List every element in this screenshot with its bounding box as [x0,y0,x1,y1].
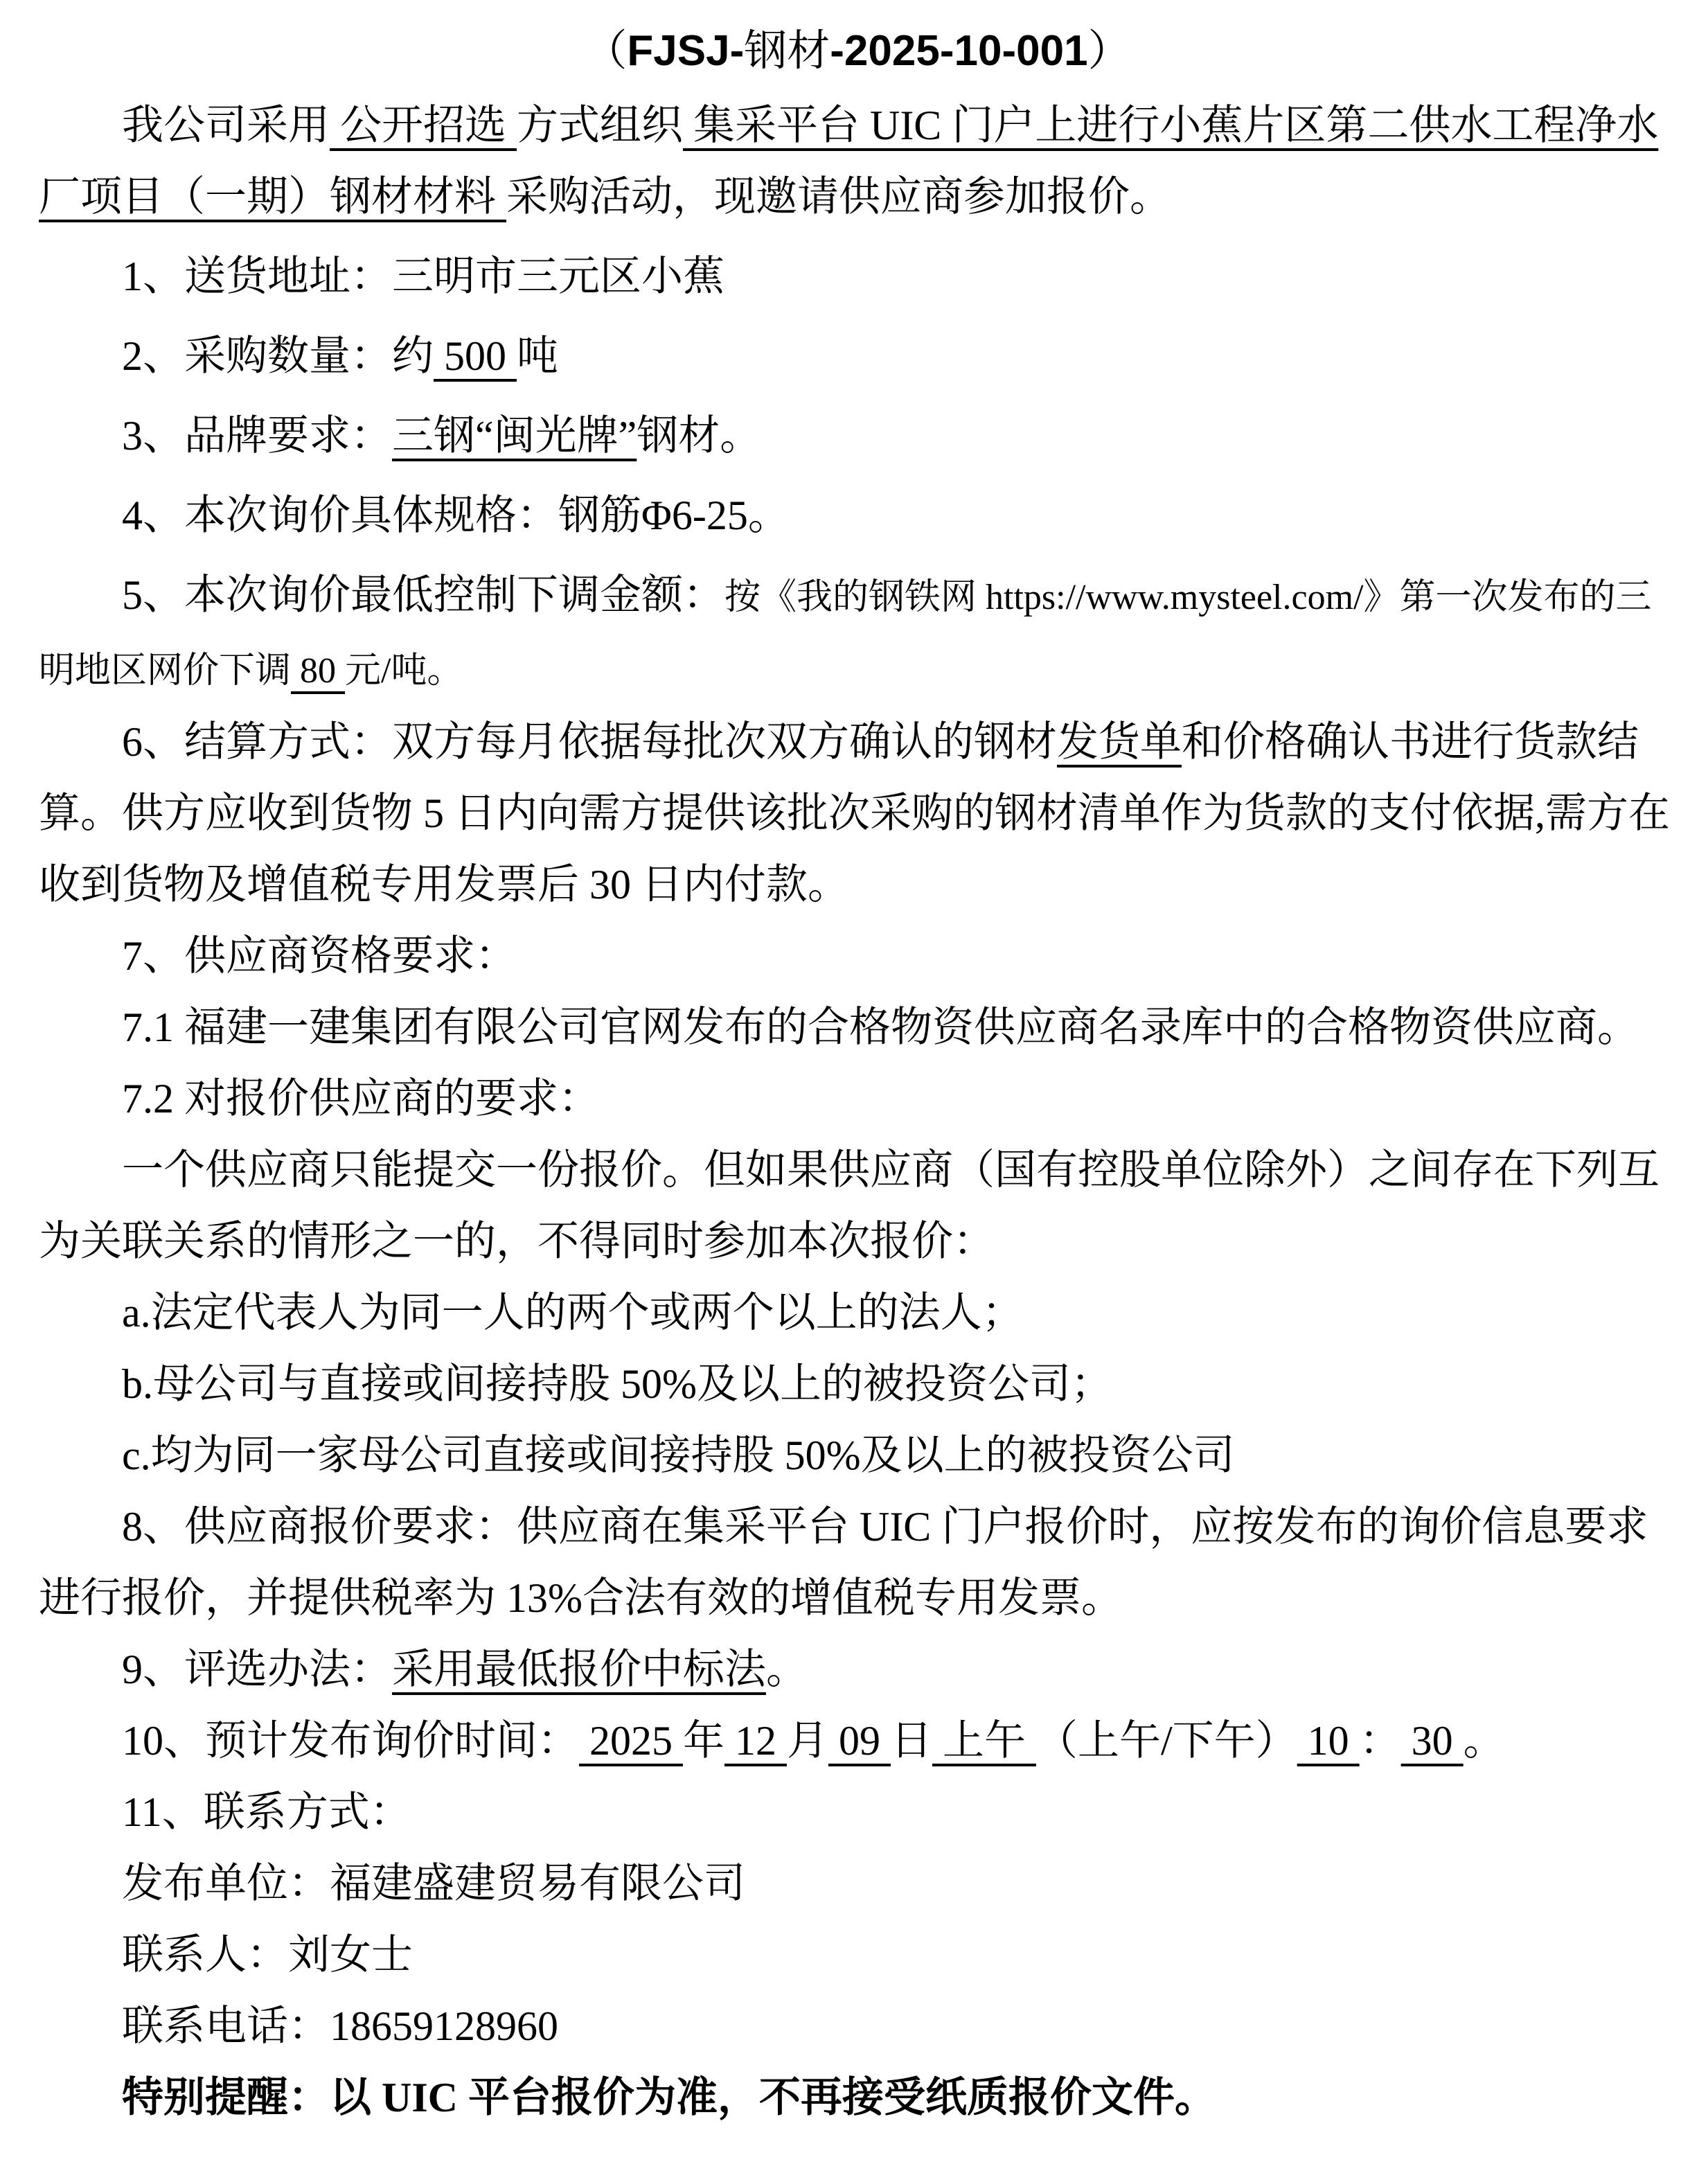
text-segment: 。 [1463,1718,1505,1764]
text-segment: 特别提醒：以 UIC 平台报价为准，不再接受纸质报价文件。 [122,2075,1217,2120]
underlined-text-segment: 采用最低报价中标法 [392,1647,766,1692]
item-b-parent-company-holding [39,1349,1676,1420]
text-segment: 月 [787,1718,828,1764]
item-11-contact-info [39,1777,1676,1848]
text-segment: 4、本次询价具体规格：钢筋Φ6-25。 [122,493,790,538]
item-7-qualification [39,921,1676,992]
item-c-same-parent-company [39,1420,1676,1491]
text-segment: b.母公司与直接或间接持股 50%及以上的被投资公司； [122,1361,1112,1407]
text-segment: 采购活动，现邀请供应商参加报价。 [506,174,1171,220]
text-segment: 2、采购数量：约 [122,333,434,379]
text-segment: 6、结算方式：双方每月依据每批次双方确认的钢材 [122,719,1057,765]
underlined-text-segment: 三钢“闽光牌” [392,413,637,459]
item-1-delivery-address [39,241,1676,312]
item-5-price-floor [39,560,1676,707]
text-segment: 7.2 对报价供应商的要求： [122,1076,600,1121]
text-segment: -2025-10-001 [830,27,1088,75]
text-segment: 一个供应商只能提交一份报价。但如果供应商（国有控股单位除外）之间存在下列互为关联关系的情形之一的，不得同时参加本次报价： [39,1147,1660,1264]
text-segment: 10、预计发布询价时间： [122,1718,579,1764]
item-9-selection-method [39,1634,1676,1705]
text-segment: 7.1 福建一建集团有限公司官网发布的合格物资供应商名录库中的合格物资供应商。 [122,1004,1639,1050]
text-segment: 1、送货地址：三明市三元区小蕉 [122,254,724,299]
text-segment: 8、供应商报价要求：供应商在集采平台 UIC 门户报价时，应按发布的询价信息要求进行报价，并提供税率为 13%合法有效的增值税专用发票。 [39,1504,1648,1621]
underlined-text-segment: 发货单 [1057,719,1182,765]
text-segment: 钢材。 [637,413,762,459]
item-8-quoting-requirements [39,1491,1676,1634]
underlined-text-segment: 09 [828,1718,891,1764]
text-segment: 9、评选办法： [122,1647,392,1692]
text-segment: 7、供应商资格要求： [122,933,517,979]
underlined-text-segment: 12 [724,1718,787,1764]
association-clause [39,1135,1676,1277]
item-a-same-legal-representative [39,1277,1676,1349]
underlined-text-segment: 公开招选 [330,103,517,148]
item-2-quantity [39,321,1676,392]
publisher-line [39,1848,1676,1919]
special-reminder-line [39,2062,1676,2134]
text-segment: 元/吨。 [345,651,463,691]
item-3-brand [39,400,1676,472]
contact-phone-line [39,1991,1676,2062]
item-7-2-bidder-requirements [39,1063,1676,1135]
text-segment: 5、本次询价最低控制下调金额： [122,572,724,618]
underlined-text-segment: 30 [1400,1718,1464,1764]
text-segment: （上午/下午） [1036,1718,1297,1764]
text-segment: 。 [766,1647,808,1692]
underlined-text-segment: 500 [434,333,517,379]
text-segment: 日 [891,1718,932,1764]
item-4-specification [39,480,1676,551]
underlined-text-segment: 10 [1297,1718,1360,1764]
underlined-text-segment: 上午 [932,1718,1036,1764]
page-title [39,12,1676,90]
item-6-settlement [39,707,1676,921]
item-10-publish-time [39,1705,1676,1777]
text-segment: 3、品牌要求： [122,413,392,459]
text-segment: a.法定代表人为同一人的两个或两个以上的法人； [122,1290,1024,1336]
text-segment: 联系人：刘女士 [122,1932,413,1978]
text-segment: c.均为同一家母公司直接或间接持股 50%及以上的被投资公司 [122,1433,1235,1478]
text-segment: ： [1359,1718,1401,1764]
text-segment: 按《我的钢铁网 https://www.mysteel.com/》第一次发布的三明地区网价下调 [39,578,1652,691]
contact-person-line [39,1919,1676,1991]
text-segment: 吨 [517,333,558,379]
intro-paragraph [39,90,1676,233]
text-segment: FJSJ- [627,27,745,75]
text-segment: 方式组织 [517,103,683,148]
underlined-text-segment: 集采平台 UIC 门户上进行小蕉片区第二供水工程净水厂项目（一期）钢材材料 [39,103,1659,220]
item-7-1-qualified-suppliers [39,992,1676,1063]
text-segment: 钢材 [744,28,830,75]
text-segment: 发布单位：福建盛建贸易有限公司 [122,1861,745,1906]
text-segment: 我公司采用 [122,103,330,148]
text-segment: 联系电话：18659128960 [122,2003,558,2049]
text-segment: （ [584,28,628,75]
text-segment: 年 [683,1718,724,1764]
text-segment: 和价格确认书进行货款结算。供方应收到货物 5 日内向需方提供该批次采购的钢材清单作为货款的支付依据,需方在收到货物及增值税专用发票后 30 日内付款。 [39,719,1670,907]
underlined-text-segment: 2025 [579,1718,683,1764]
text-segment: 11、联系方式： [122,1789,411,1835]
underlined-text-segment: 80 [291,651,346,691]
text-segment: ） [1087,28,1131,75]
